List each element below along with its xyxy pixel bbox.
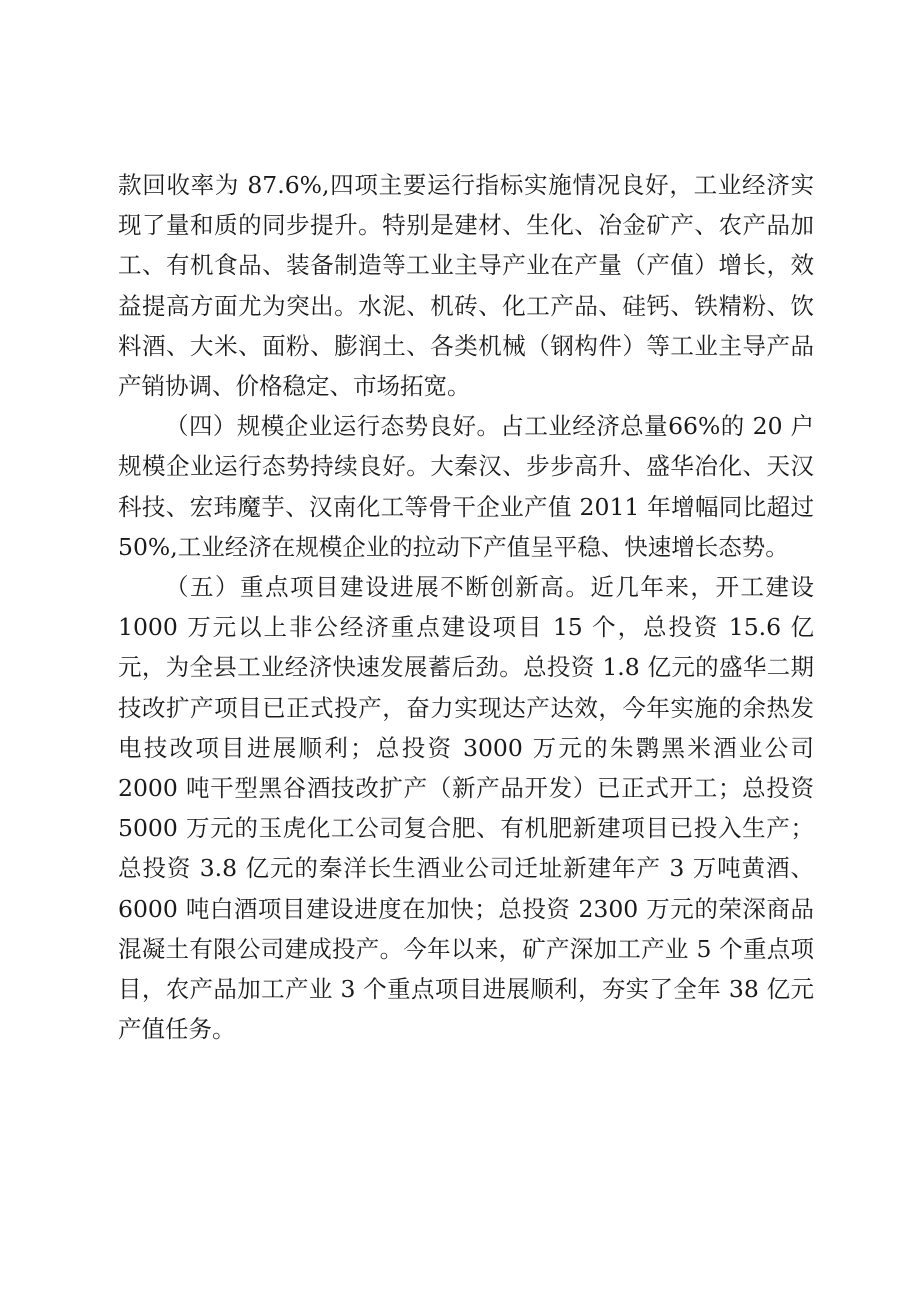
paragraph-key-projects: （五）重点项目建设进展不断创新高。近几年来，开工建设 1000 万元以上非公经济重点建设项目 15 个，总投资 15.6 亿元，为全县工业经济快速发展蓄后劲。总投资 1.8 亿元的盛华二期技改扩产项目已正式投产，奋力实现达产达效，今年实施的余热发电技改项目进展顺利；总投资 3000 万元的朱鹮黑米酒业公司 2000 吨干型黑谷酒技改扩产（新产品开发）已正式开工；总投资 5000 万元的玉虎化工公司复合肥、有机肥新建项目已投入生产；总投资 3.8 亿元的秦洋长生酒业公司迁址新建年产 3 万吨黄酒、6000 吨白酒项目建设进度在加快；总投资 2300 万元的荣深商品混凝土有限公司建成投产。今年以来，矿产深加工产业 5 个重点项目，农产品加工产业 3 个重点项目进展顺利，夯实了全年 38 亿元产值任务。: [118, 573, 814, 1044]
paragraph-scale-enterprises: （四）规模企业运行态势良好。占工业经济总量66%的 20 户规模企业运行态势持续良好。大秦汉、步步高升、盛华冶化、天汉科技、宏玮魔芋、汉南化工等骨干企业产值 2011 年增幅同比超过 50%,工业经济在规模企业的拉动下产值呈平稳、快速增长态势。: [118, 412, 814, 561]
document-body: [118, 165, 814, 1049]
paragraph-continuation: 款回收率为 87.6%,四项主要运行指标实施情况良好，工业经济实现了量和质的同步提升。特别是建材、生化、冶金矿产、农产品加工、有机食品、装备制造等工业主导产业在产量（产值）增长，效益提高方面尤为突出。水泥、机砖、化工产品、硅钙、铁精粉、饮料酒、大米、面粉、膨润土、各类机械（钢构件）等工业主导产品产销协调、价格稳定、市场拓宽。: [118, 171, 814, 401]
